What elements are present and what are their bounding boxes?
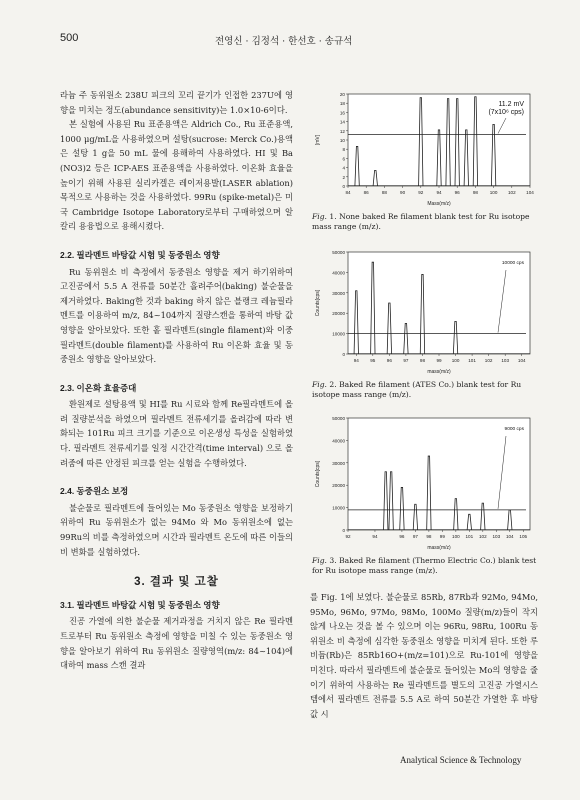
- figure-1-label: Fig.: [312, 212, 327, 221]
- x-tick-label: 104: [505, 534, 514, 539]
- running-head: 전영신 · 김정석 · 한선호 · 송규석: [215, 36, 353, 47]
- x-tick-label: 92: [418, 190, 424, 195]
- left-column: [60, 88, 293, 673]
- y-tick-label: 10000: [332, 331, 345, 337]
- intro-paragraph-1: 라늄 주 동위원소 238U 피크의 꼬리 끝기가 인접한 237U에 영향을 미치는 정도(abundance sensitivity)는 1.0×10-6이다.: [60, 90, 293, 115]
- y-tick-label: 0: [342, 184, 345, 189]
- x-tick-label: 102: [507, 190, 516, 195]
- y-tick-label: 12: [339, 128, 345, 134]
- intro-paragraph-2: 본 실험에 사용된 Ru 표준용액은 Aldrich Co., Ru 표준용액, 1000 μg/mL을 사용하였으며 설탕(sucrose: Merck Co.)용액은 설탕 1 g을 50 mL 물에 용해하여 사용하였다. HI 및 Ba (NO3)2 등은 ICP-AES 표준용액을 사용하였다. 이온화 효율을 높이기 위해 사용된 실리카겔은 레이저용발(LASER ablation) 목적으로 사용하는 것을 사용하였다. 99Ru (spike-metal)은 미국 Cambridge Isotope Laboratory로부터 구매하였으며 알칼리 용융법으로 용해시켰다.: [60, 119, 293, 232]
- section-heading-3-1: 3.1. 필라멘트 바탕값 시험 및 동중원소 영향: [60, 599, 220, 610]
- section-2-2-body: Ru 동위원소 비 측정에서 동중원소 영향을 제거 하기위하여 고진공에서 5.5 A 전류를 50분간 흘려주어(baking) 불순물을 제거하였다. Baking한 것과 baking 하지 않은 블랭크 레늄필라멘트를 이용하여 m/z, 84~104까지 질량스캔을 통하여 바탕 값 영향을 알아보았다. 또한 홑 필라멘트(single filament)와 이중 필라멘트(double filament)를 사용하여 Ru 이온화 효율 및 동중원소 영향을 알아보았다.: [60, 266, 293, 365]
- x-tick-label: 90: [400, 190, 406, 195]
- journal-footer: Analytical Science & Technology: [400, 755, 522, 765]
- y-axis-label: Counts[cps]: [315, 460, 321, 488]
- x-tick-label: 97: [412, 534, 418, 539]
- x-tick-label: 96: [386, 358, 392, 363]
- y-tick-label: 4: [342, 165, 345, 171]
- figure-1-plot: [310, 88, 538, 208]
- figure-3-label: Fig.: [312, 556, 327, 565]
- annotation-text: 9000 cps: [504, 427, 524, 432]
- y-tick-label: 50000: [332, 250, 345, 255]
- x-tick-label: 98: [419, 358, 426, 363]
- y-tick-label: 2: [342, 174, 345, 180]
- x-tick-label: 104: [517, 358, 526, 363]
- x-axis-label: mass(m/z): [427, 369, 451, 375]
- x-tick-label: 100: [451, 358, 460, 363]
- x-tick-label: 94: [372, 534, 378, 539]
- figure-2-caption: [310, 380, 538, 400]
- y-tick-label: 0: [342, 528, 345, 533]
- section-2-3-body: 환원제로 설탕용액 및 HI를 Ru 시료와 함께 Re필라멘트에 올려 질량분석을 하였으며 필라멘트 전류세기를 올려감에 따라 변화되는 101Ru 피크 크기를 기준으로 이온생성 특성을 실험하였다. 필라멘트 전류세기를 일정 시간간격(time interval) 으로 올려줌에 따른 안정된 피크를 얻는 실험을 수행하였다.: [60, 399, 293, 468]
- y-axis-label: [mV]: [315, 134, 321, 146]
- y-tick-label: 8: [342, 147, 345, 153]
- x-tick-label: 99: [439, 534, 445, 539]
- figure-2: [310, 246, 538, 400]
- annotation-text: (7x10⁶ cps): [488, 109, 524, 116]
- x-tick-label: 103: [501, 358, 510, 363]
- section-heading-3: 3. 결과 및 고찰: [134, 576, 219, 589]
- x-tick-label: 94: [436, 190, 442, 195]
- figure-1-caption: [310, 212, 538, 232]
- plot-frame: [348, 418, 530, 530]
- x-tick-label: 101: [468, 358, 476, 363]
- y-tick-label: 30000: [332, 290, 345, 296]
- right-column: [310, 88, 538, 721]
- x-tick-label: 98: [426, 534, 432, 539]
- y-tick-label: 40000: [332, 438, 345, 444]
- y-tick-label: 40000: [332, 270, 345, 276]
- x-tick-label: 98: [472, 190, 478, 195]
- x-tick-label: 103: [492, 534, 501, 539]
- y-tick-label: 20000: [332, 311, 345, 317]
- x-tick-label: 100: [452, 534, 460, 539]
- section-heading-2-3: 2.3. 이온화 효율증대: [60, 382, 137, 393]
- x-axis-label: Mass(m/z): [427, 201, 451, 207]
- y-tick-label: 6: [342, 156, 345, 162]
- x-tick-label: 94: [353, 358, 359, 363]
- x-tick-label: 96: [399, 534, 405, 539]
- annotation-text: 11.2 mV: [498, 101, 524, 108]
- page-header: [60, 32, 530, 48]
- y-tick-label: 18: [339, 101, 345, 107]
- x-tick-label: 102: [484, 358, 493, 363]
- x-tick-label: 105: [519, 534, 528, 539]
- annotation-text: 10000 cps: [501, 261, 524, 266]
- y-tick-label: 10: [339, 138, 345, 143]
- section-3-1-body: 진공 가열에 의한 불순물 제거과정을 거치지 않은 Re 필라멘트로부터 Ru 동위원소 측정에 영향을 미칠 수 있는 동중원소 영향을 알아보기 위하여 Ru 동위원소 질량영역(m/z: 84~104)에 대하여 mass 스캔 결과: [60, 616, 293, 671]
- figure-1: [310, 88, 538, 232]
- x-axis-label: mass(m/z): [427, 545, 451, 551]
- figure-2-plot: [310, 246, 538, 376]
- figure-2-label: Fig.: [312, 380, 327, 389]
- results-continued-paragraph: 를 Fig. 1에 보였다. 불순물로 85Rb, 87Rb과 92Mo, 94Mo, 95Mo, 96Mo, 97Mo, 98Mo, 100Mo 질량(m/z)들이 작지 않게 나오는 것을 볼 수 있으며 이는 96Ru, 98Ru, 100Ru 동위원소 비 측정에 심각한 동중원소 영향을 미치게 된다. 또한 루비듐(Rb)은 85Rb16O+(m/z=101)으로 Ru-101에 영향을 미친다. 따라서 필라멘트에 불순물로 들어있는 Mo의 영향을 줄이기 위하여 사용하는 Re 필라멘트를 별도의 고진공 가열시스템에서 필라멘트 전류를 5.5 A로 하여 50분간 가열한 후 바탕값 시: [310, 592, 538, 719]
- x-tick-label: 96: [454, 190, 460, 195]
- figure-3-caption: [310, 556, 538, 576]
- figure-3-caption-text: 3. Baked Re filament (Thermo Electric Co.) blank test for Ru isotope mass range (m/z).: [312, 556, 537, 575]
- x-tick-label: 104: [526, 190, 534, 195]
- section-heading-2-2: 2.2. 필라멘트 바탕값 시험 및 동중원소 영향: [60, 249, 220, 260]
- x-tick-label: 101: [465, 534, 474, 539]
- y-tick-label: 0: [342, 352, 345, 357]
- figure-3: [310, 412, 538, 576]
- x-tick-label: 100: [489, 190, 498, 195]
- x-tick-label: 95: [370, 358, 376, 363]
- figure-2-caption-text: 2. Baked Re filament (ATES Co.) blank test for Ru isotope mass range (m/z).: [312, 380, 522, 399]
- y-tick-label: 20000: [332, 483, 345, 489]
- plot-frame: [348, 252, 530, 354]
- x-tick-label: 92: [345, 534, 351, 539]
- x-tick-label: 99: [436, 358, 442, 363]
- section-heading-2-4: 2.4. 동중원소 보정: [60, 486, 129, 497]
- page-number: 500: [60, 32, 79, 44]
- x-tick-label: 86: [363, 190, 369, 195]
- y-tick-label: 50000: [332, 416, 345, 421]
- figure-3-plot: [310, 412, 538, 552]
- section-2-4-body: 불순물로 필라멘트에 들어있는 Mo 동중원소 영향을 보정하기위하여 Ru 동위원소가 없는 94Mo 와 Mo 동위원소에 없는 99Ru의 비를 측정하였으며 시간과 필라멘트 온도에 따른 이들의 비 변화를 실험하였다.: [60, 502, 293, 557]
- x-tick-label: 88: [381, 190, 387, 195]
- x-tick-label: 84: [345, 190, 351, 195]
- y-tick-label: 20: [339, 92, 345, 97]
- y-tick-label: 30000: [332, 460, 345, 466]
- y-axis-label: Counts[cps]: [315, 289, 321, 317]
- x-tick-label: 102: [478, 534, 487, 539]
- y-tick-label: 10000: [332, 505, 345, 511]
- y-tick-label: 14: [339, 119, 345, 125]
- x-tick-label: 97: [403, 358, 409, 363]
- y-tick-label: 16: [339, 110, 345, 116]
- figure-1-caption-text: 1. None baked Re filament blank test for Ru isotope mass range (m/z).: [312, 212, 530, 231]
